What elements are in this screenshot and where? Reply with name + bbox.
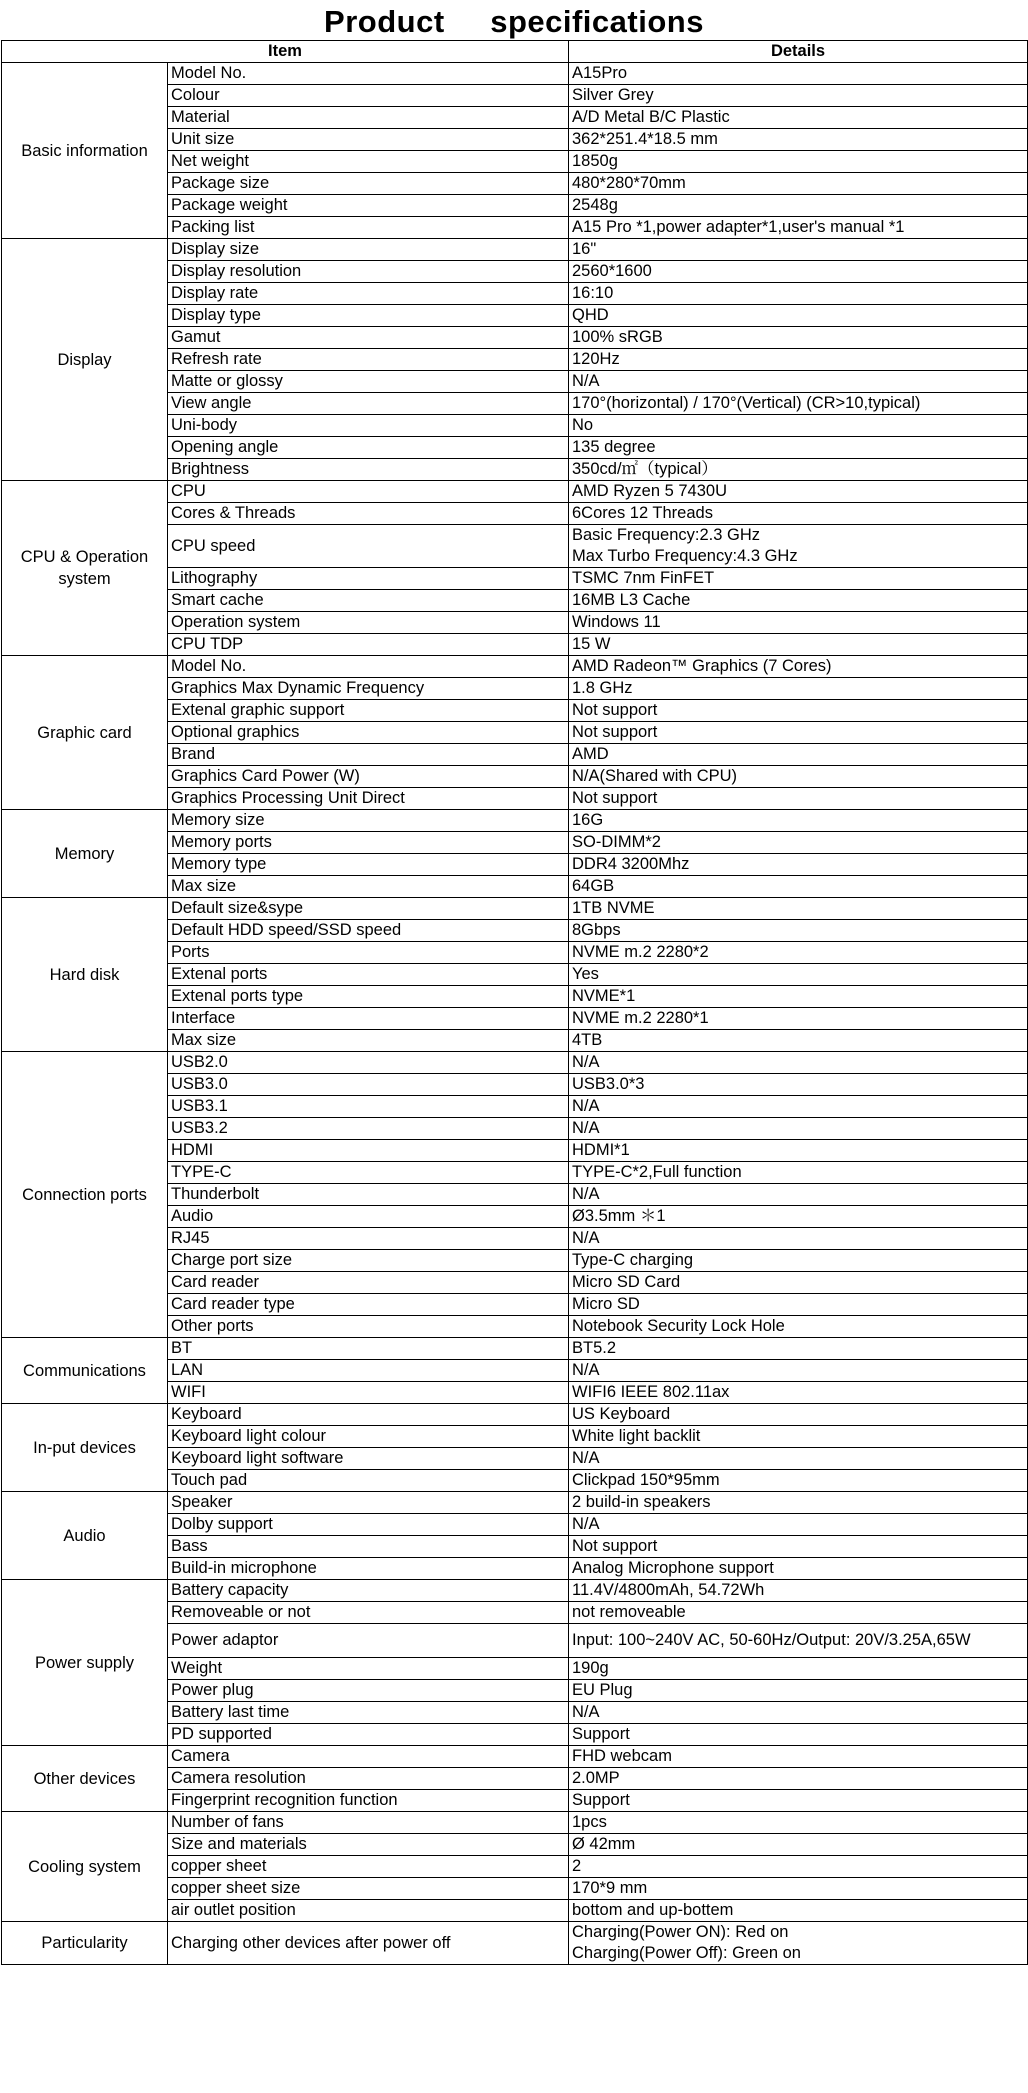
spec-label: copper sheet: [168, 1856, 569, 1878]
spec-value: No: [569, 415, 1028, 437]
spec-value: bottom and up-bottem: [569, 1900, 1028, 1922]
category-cell: Cooling system: [2, 1812, 168, 1922]
spec-value: Type-C charging: [569, 1250, 1028, 1272]
spec-value: TYPE-C*2,Full function: [569, 1162, 1028, 1184]
spec-value: 11.4V/4800mAh, 54.72Wh: [569, 1580, 1028, 1602]
spec-label: Keyboard light colour: [168, 1426, 569, 1448]
spec-value: 1850g: [569, 151, 1028, 173]
spec-label: Package weight: [168, 195, 569, 217]
category-cell: Particularity: [2, 1922, 168, 1965]
spec-label: Graphics Processing Unit Direct: [168, 788, 569, 810]
spec-label: USB2.0: [168, 1052, 569, 1074]
spec-value: White light backlit: [569, 1426, 1028, 1448]
spec-value: Ø 42mm: [569, 1834, 1028, 1856]
spec-value: [569, 525, 1028, 568]
spec-value: Micro SD Card: [569, 1272, 1028, 1294]
spec-label: View angle: [168, 393, 569, 415]
spec-value: N/A: [569, 1360, 1028, 1382]
header-row: [2, 41, 1028, 63]
spec-value: US Keyboard: [569, 1404, 1028, 1426]
spec-label: USB3.0: [168, 1074, 569, 1096]
spec-row: [2, 63, 1028, 85]
spec-label: Model No.: [168, 656, 569, 678]
spec-label: Camera resolution: [168, 1768, 569, 1790]
spec-value: not removeable: [569, 1602, 1028, 1624]
spec-label: Display resolution: [168, 261, 569, 283]
category-cell: Audio: [2, 1492, 168, 1580]
spec-value: N/A: [569, 1514, 1028, 1536]
spec-label: USB3.2: [168, 1118, 569, 1140]
spec-value: 170*9 mm: [569, 1878, 1028, 1900]
spec-label: Battery capacity: [168, 1580, 569, 1602]
spec-value: 4TB: [569, 1030, 1028, 1052]
spec-value: 6Cores 12 Threads: [569, 503, 1028, 525]
spec-label: Display type: [168, 305, 569, 327]
spec-value: Windows 11: [569, 612, 1028, 634]
spec-value: NVME m.2 2280*1: [569, 1008, 1028, 1030]
spec-value: N/A: [569, 1118, 1028, 1140]
spec-label: Brand: [168, 744, 569, 766]
spec-value: Clickpad 150*95mm: [569, 1470, 1028, 1492]
spec-label: RJ45: [168, 1228, 569, 1250]
spec-label: Memory size: [168, 810, 569, 832]
spec-value: N/A: [569, 1448, 1028, 1470]
spec-value: 480*280*70mm: [569, 173, 1028, 195]
spec-value: [569, 1922, 1028, 1965]
spec-row: [2, 898, 1028, 920]
spec-label: Card reader type: [168, 1294, 569, 1316]
item-header: Item: [2, 41, 569, 63]
spec-label: Max size: [168, 1030, 569, 1052]
spec-value: AMD Ryzen 5 7430U: [569, 481, 1028, 503]
spec-label: Audio: [168, 1206, 569, 1228]
spec-label: air outlet position: [168, 1900, 569, 1922]
spec-label: Net weight: [168, 151, 569, 173]
spec-value: N/A: [569, 1702, 1028, 1724]
spec-label: Operation system: [168, 612, 569, 634]
spec-label: Extenal ports type: [168, 986, 569, 1008]
category-cell: Connection ports: [2, 1052, 168, 1338]
spec-value: Not support: [569, 788, 1028, 810]
spec-value: 1.8 GHz: [569, 678, 1028, 700]
spec-row: [2, 656, 1028, 678]
spec-value: N/A: [569, 1184, 1028, 1206]
category-cell: CPU & Operation system: [2, 481, 168, 656]
spec-row: [2, 481, 1028, 503]
spec-label: Charge port size: [168, 1250, 569, 1272]
spec-value: SO-DIMM*2: [569, 832, 1028, 854]
spec-label: Power plug: [168, 1680, 569, 1702]
spec-value: Micro SD: [569, 1294, 1028, 1316]
spec-label: Default size&sype: [168, 898, 569, 920]
spec-value: A15 Pro *1,power adapter*1,user's manual *1: [569, 217, 1028, 239]
spec-value: N/A(Shared with CPU): [569, 766, 1028, 788]
spec-label: Ports: [168, 942, 569, 964]
spec-value-line: Charging(Power ON): Red on: [572, 1923, 789, 1941]
spec-label: Uni-body: [168, 415, 569, 437]
spec-label: copper sheet size: [168, 1878, 569, 1900]
spec-row: [2, 810, 1028, 832]
spec-value: 2.0MP: [569, 1768, 1028, 1790]
spec-label: Lithography: [168, 568, 569, 590]
spec-value: 16G: [569, 810, 1028, 832]
spec-row: [2, 1922, 1028, 1965]
category-cell: Graphic card: [2, 656, 168, 810]
spec-label: Keyboard: [168, 1404, 569, 1426]
spec-label: CPU TDP: [168, 634, 569, 656]
spec-label: Material: [168, 107, 569, 129]
spec-label: Build-in microphone: [168, 1558, 569, 1580]
spec-value: 190g: [569, 1658, 1028, 1680]
spec-value: NVME*1: [569, 986, 1028, 1008]
category-cell: Memory: [2, 810, 168, 898]
category-cell: Hard disk: [2, 898, 168, 1052]
spec-label: Refresh rate: [168, 349, 569, 371]
spec-value: 1TB NVME: [569, 898, 1028, 920]
spec-value: Support: [569, 1790, 1028, 1812]
spec-value: NVME m.2 2280*2: [569, 942, 1028, 964]
spec-label: Display rate: [168, 283, 569, 305]
spec-label: Optional graphics: [168, 722, 569, 744]
category-cell: Other devices: [2, 1746, 168, 1812]
spec-value: Analog Microphone support: [569, 1558, 1028, 1580]
spec-label: Thunderbolt: [168, 1184, 569, 1206]
spec-row: [2, 239, 1028, 261]
spec-value: A/D Metal B/C Plastic: [569, 107, 1028, 129]
spec-value: 120Hz: [569, 349, 1028, 371]
spec-value: BT5.2: [569, 1338, 1028, 1360]
spec-value: 2560*1600: [569, 261, 1028, 283]
spec-value-line: Max Turbo Frequency:4.3 GHz: [572, 547, 798, 565]
spec-label: Other ports: [168, 1316, 569, 1338]
spec-value: FHD webcam: [569, 1746, 1028, 1768]
spec-value: 8Gbps: [569, 920, 1028, 942]
category-cell: Display: [2, 239, 168, 481]
spec-label: Bass: [168, 1536, 569, 1558]
spec-label: Model No.: [168, 63, 569, 85]
spec-row: [2, 1746, 1028, 1768]
spec-table: [1, 40, 1028, 1965]
spec-value: Input: 100~240V AC, 50-60Hz/Output: 20V/3.25A,65W: [569, 1624, 1028, 1658]
spec-value: 16:10: [569, 283, 1028, 305]
spec-sheet: [1, 0, 1027, 1965]
spec-label: Packing list: [168, 217, 569, 239]
spec-label: Speaker: [168, 1492, 569, 1514]
spec-label: Removeable or not: [168, 1602, 569, 1624]
spec-label: Unit size: [168, 129, 569, 151]
spec-row: [2, 1492, 1028, 1514]
spec-value: Not support: [569, 700, 1028, 722]
details-header: Details: [569, 41, 1028, 63]
spec-value: 15 W: [569, 634, 1028, 656]
spec-value: Not support: [569, 722, 1028, 744]
category-cell: Communications: [2, 1338, 168, 1404]
spec-label: CPU: [168, 481, 569, 503]
spec-value: 350cd/㎡（typical）: [569, 459, 1028, 481]
spec-label: Display size: [168, 239, 569, 261]
spec-value: Support: [569, 1724, 1028, 1746]
spec-label: Max size: [168, 876, 569, 898]
spec-value: AMD Radeon™ Graphics (7 Cores): [569, 656, 1028, 678]
spec-value: N/A: [569, 371, 1028, 393]
spec-value: 16MB L3 Cache: [569, 590, 1028, 612]
spec-label: WIFI: [168, 1382, 569, 1404]
spec-label: TYPE-C: [168, 1162, 569, 1184]
spec-row: [2, 1404, 1028, 1426]
spec-label: USB3.1: [168, 1096, 569, 1118]
spec-label: Extenal graphic support: [168, 700, 569, 722]
spec-label: Matte or glossy: [168, 371, 569, 393]
spec-value: N/A: [569, 1228, 1028, 1250]
spec-value: A15Pro: [569, 63, 1028, 85]
spec-value: DDR4 3200Mhz: [569, 854, 1028, 876]
spec-label: Dolby support: [168, 1514, 569, 1536]
category-cell: Power supply: [2, 1580, 168, 1746]
spec-label: Fingerprint recognition function: [168, 1790, 569, 1812]
spec-label: Opening angle: [168, 437, 569, 459]
spec-value: 2548g: [569, 195, 1028, 217]
spec-label: Weight: [168, 1658, 569, 1680]
spec-value: N/A: [569, 1052, 1028, 1074]
spec-label: LAN: [168, 1360, 569, 1382]
spec-value-line: Charging(Power Off): Green on: [572, 1944, 801, 1962]
spec-value: Not support: [569, 1536, 1028, 1558]
spec-value: QHD: [569, 305, 1028, 327]
spec-label: Colour: [168, 85, 569, 107]
spec-value: Ø3.5mm ＊1: [569, 1206, 1028, 1228]
spec-body: [2, 63, 1028, 1965]
spec-value: 362*251.4*18.5 mm: [569, 129, 1028, 151]
spec-label: BT: [168, 1338, 569, 1360]
spec-label: Smart cache: [168, 590, 569, 612]
spec-label: Cores & Threads: [168, 503, 569, 525]
spec-value: 135 degree: [569, 437, 1028, 459]
spec-label: Gamut: [168, 327, 569, 349]
spec-label: Package size: [168, 173, 569, 195]
spec-value: USB3.0*3: [569, 1074, 1028, 1096]
spec-label: Camera: [168, 1746, 569, 1768]
spec-label: HDMI: [168, 1140, 569, 1162]
spec-label: Graphics Card Power (W): [168, 766, 569, 788]
spec-label: Memory type: [168, 854, 569, 876]
spec-value: Silver Grey: [569, 85, 1028, 107]
spec-label: Keyboard light software: [168, 1448, 569, 1470]
page-title: Product specifications: [324, 4, 704, 39]
spec-label: Card reader: [168, 1272, 569, 1294]
spec-label: Graphics Max Dynamic Frequency: [168, 678, 569, 700]
spec-value: 2 build-in speakers: [569, 1492, 1028, 1514]
spec-label: Default HDD speed/SSD speed: [168, 920, 569, 942]
spec-label: Memory ports: [168, 832, 569, 854]
spec-row: [2, 1052, 1028, 1074]
spec-value: Yes: [569, 964, 1028, 986]
spec-value: WIFI6 IEEE 802.11ax: [569, 1382, 1028, 1404]
spec-value: TSMC 7nm FinFET: [569, 568, 1028, 590]
category-cell: In-put devices: [2, 1404, 168, 1492]
spec-value: 64GB: [569, 876, 1028, 898]
spec-label: Brightness: [168, 459, 569, 481]
spec-label: Touch pad: [168, 1470, 569, 1492]
spec-label: Charging other devices after power off: [168, 1922, 569, 1965]
spec-value: AMD: [569, 744, 1028, 766]
spec-label: Battery last time: [168, 1702, 569, 1724]
spec-row: [2, 1338, 1028, 1360]
spec-value: N/A: [569, 1096, 1028, 1118]
spec-value: EU Plug: [569, 1680, 1028, 1702]
spec-label: Number of fans: [168, 1812, 569, 1834]
spec-value: 1pcs: [569, 1812, 1028, 1834]
spec-row: [2, 1580, 1028, 1602]
spec-value: HDMI*1: [569, 1140, 1028, 1162]
spec-label: CPU speed: [168, 525, 569, 568]
spec-label: Power adaptor: [168, 1624, 569, 1658]
spec-label: Size and materials: [168, 1834, 569, 1856]
spec-label: Extenal ports: [168, 964, 569, 986]
spec-value: 170°(horizontal) / 170°(Vertical) (CR>10,typical): [569, 393, 1028, 415]
spec-value: 100% sRGB: [569, 327, 1028, 349]
spec-row: [2, 1812, 1028, 1834]
spec-label: PD supported: [168, 1724, 569, 1746]
spec-value: 16": [569, 239, 1028, 261]
spec-label: Interface: [168, 1008, 569, 1030]
spec-value-line: Basic Frequency:2.3 GHz: [572, 526, 760, 544]
category-cell: Basic information: [2, 63, 168, 239]
spec-value: 2: [569, 1856, 1028, 1878]
spec-value: Notebook Security Lock Hole: [569, 1316, 1028, 1338]
